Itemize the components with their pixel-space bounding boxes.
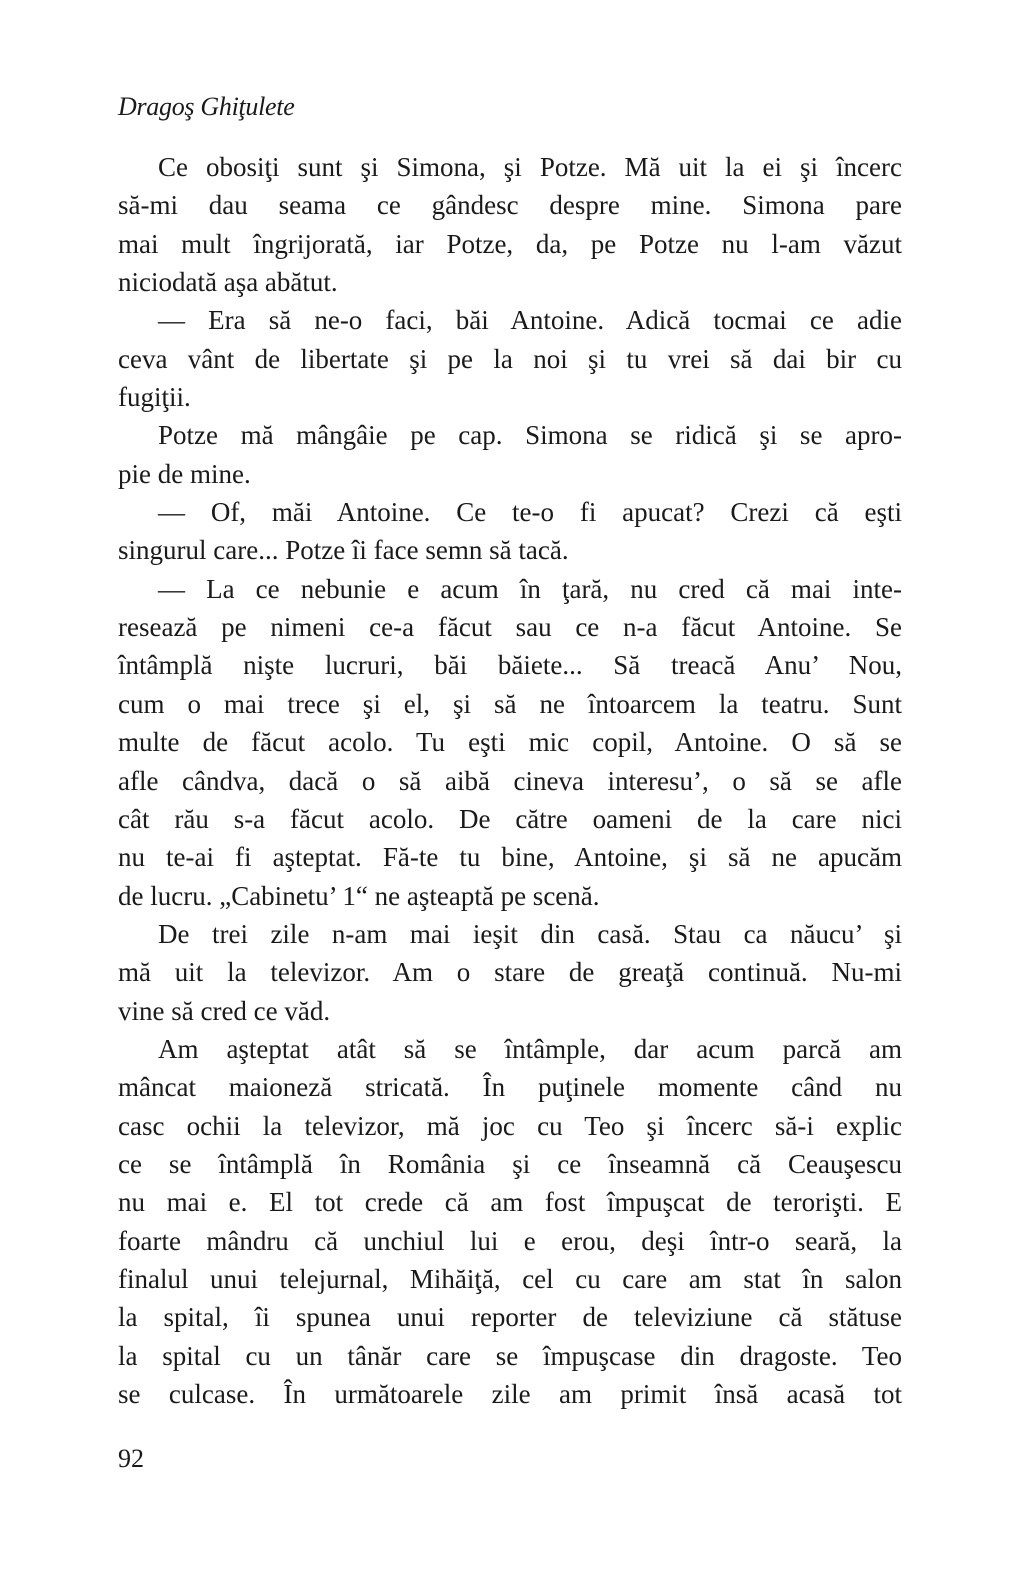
text-line: pie de mine. — [118, 458, 251, 489]
text-line: se culcase. În următoarele zile am primit însă acasă tot — [118, 1379, 902, 1409]
paragraph — [118, 915, 902, 1030]
paragraph — [118, 1030, 902, 1413]
paragraph — [118, 148, 902, 301]
text-line: ce se întâmplă în România şi ce înseamnă că Ceauşescu — [118, 1148, 902, 1179]
text-line: cum o mai trece şi el, şi să ne întoarcem la teatru. Sunt — [118, 688, 902, 719]
text-line: — Era să ne-o faci, băi Antoine. Adică tocmai ce adie — [158, 305, 902, 336]
text-line: nu te-ai fi aşteptat. Fă-te tu bine, Antoine, şi să ne apucăm — [118, 842, 902, 873]
paragraph — [118, 301, 902, 416]
text-line: resează pe nimeni ce-a făcut sau ce n-a făcut Antoine. Se — [118, 612, 902, 643]
text-line: nu mai e. El tot crede că am fost împuşcat de terorişti. E — [118, 1187, 902, 1218]
text-line: afle cândva, dacă o să aibă cineva interesu’, o să se afle — [118, 765, 902, 796]
text-line: Potze mă mângâie pe cap. Simona se ridică şi se apro- — [158, 420, 902, 451]
paragraph — [118, 570, 902, 915]
page-number: 92 — [118, 1444, 144, 1473]
text-line: foarte mândru că unchiul lui e erou, deşi într-o seară, la — [118, 1225, 902, 1256]
text-line: mai mult îngrijorată, iar Potze, da, pe Potze nu l-am văzut — [118, 228, 902, 259]
text-line: singurul care... Potze îi face semn să tacă. — [118, 535, 569, 566]
text-line: finalul unui telejurnal, Mihăiţă, cel cu care am stat în salon — [118, 1263, 902, 1294]
text-line: să-mi dau seama ce gândesc despre mine. Simona pare — [118, 190, 902, 221]
text-line: la spital, îi spunea unui reporter de televiziune că stătuse — [118, 1302, 902, 1333]
text-line: — La ce nebunie e acum în ţară, nu cred că mai inte- — [158, 573, 902, 604]
text-line: niciodată aşa abătut. — [118, 267, 338, 298]
text-line: Ce obosiţi sunt şi Simona, şi Potze. Mă uit la ei şi încerc — [158, 152, 902, 182]
paragraph — [118, 416, 902, 493]
text-line: mă uit la televizor. Am o stare de greaţă continuă. Nu-mi — [118, 957, 902, 988]
running-header-author: Dragoş Ghiţulete — [118, 92, 295, 121]
text-line: de lucru. „Cabinetu’ 1“ ne aşteaptă pe scenă. — [118, 880, 600, 911]
text-line: multe de făcut acolo. Tu eşti mic copil, Antoine. O să se — [118, 727, 902, 758]
text-line: casc ochii la televizor, mă joc cu Teo şi încerc să-i explic — [118, 1110, 902, 1141]
text-line: vine să cred ce văd. — [118, 995, 331, 1026]
text-line: ceva vânt de libertate şi pe la noi şi tu vrei să dai bir cu — [118, 343, 902, 374]
text-line: cât rău s-a făcut acolo. De către oameni de la care nici — [118, 803, 902, 834]
text-line: fugiţii. — [118, 382, 191, 413]
text-line: întâmplă nişte lucruri, băi băiete... Să treacă Anu’ Nou, — [118, 650, 902, 681]
paragraph — [118, 493, 902, 570]
text-line: la spital cu un tânăr care se împuşcase din dragoste. Teo — [118, 1340, 902, 1371]
text-line: — Of, măi Antoine. Ce te-o fi apucat? Crezi că eşti — [158, 497, 902, 528]
text-line: Am aşteptat atât să se întâmple, dar acum parcă am — [158, 1033, 902, 1064]
text-line: De trei zile n-am mai ieşit din casă. Stau ca năucu’ şi — [158, 918, 902, 949]
page-body-text — [118, 148, 902, 1413]
text-line: mâncat maioneză stricată. În puţinele momente când nu — [118, 1072, 902, 1103]
